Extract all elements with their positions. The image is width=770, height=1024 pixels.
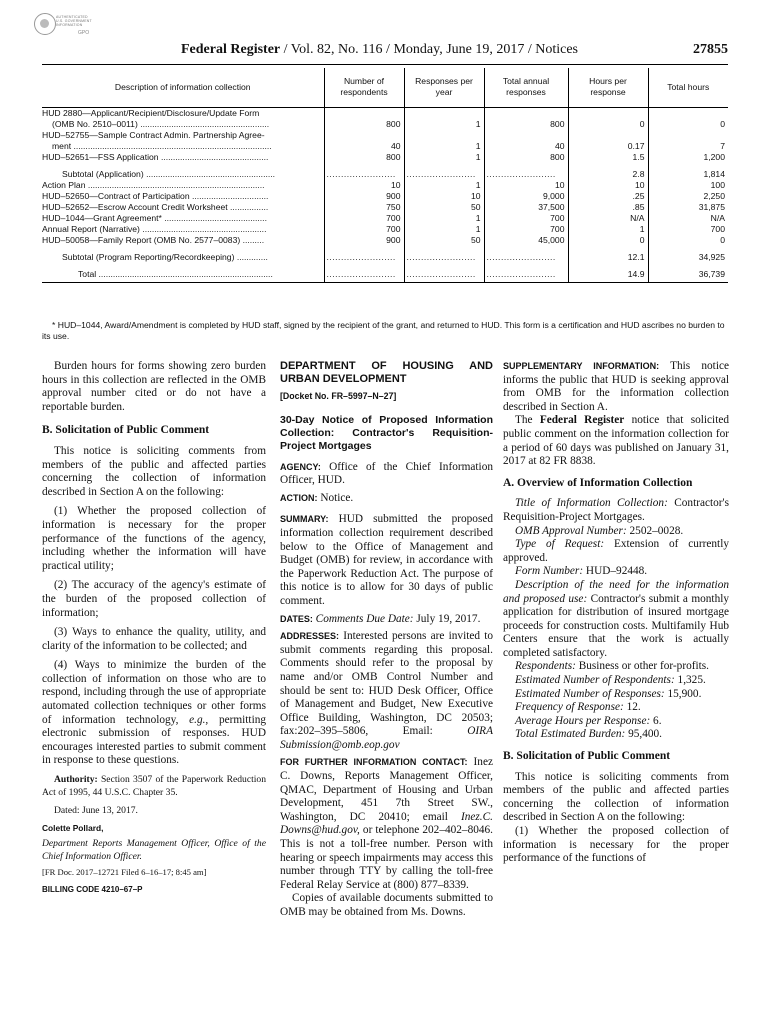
text-run: notice that solicited public comment on the information collection for a period of 60 days was published on January 31, 2017 at 82 FR 8838. (503, 414, 730, 468)
table-row (42, 213, 728, 224)
table-cell-value: 14.9 (568, 269, 648, 283)
paragraph: (2) The accuracy of the agency's estimate of the burden of the proposed collection of information; (42, 579, 266, 619)
supplementary-info (503, 360, 729, 414)
description-text: Annual Report (Narrative) .................................................... (42, 224, 267, 234)
summary-text: HUD submitted the proposed information collection requirement described below to the Office of Management and Budget (OMB) for review, in accordance with the Paperwork Reduction Act. The purpose of this notice is to allow for 30 days of public comment. (280, 513, 493, 607)
addresses-text: Interested persons are invited to submit comments regarding this proposal. Comments should refer to the proposal by name and/or OMB Control Number and should be sent to: HUD Desk Officer, Office of Management and Budget, New Executive Office Building, Washington, DC 20503; fax:202–395–5806, Email: (280, 630, 493, 738)
table-cell-description (42, 224, 324, 235)
fr-doc: [FR Doc. 2017–12721 Filed 6–16–17; 8:45 am] (42, 867, 207, 878)
text-run: (4) Ways to minimize the burden of the collection of information on those who are to respond, including through the use of appropriate automated collection techniques or other forms of information technology, (42, 659, 266, 726)
field-value: 15,900. (664, 687, 702, 700)
table-cell-value: 0.17 (568, 130, 648, 152)
field-value: Contractor's Requisition-Project Mortgages. (503, 497, 729, 523)
dated: Dated: June 13, 2017. (54, 805, 138, 817)
paragraph (503, 414, 729, 468)
table-cell-value: 800 (484, 152, 568, 163)
further-info-text: or telephone 202–402–8046. This is not a toll-free number. Person with hearing or speech impairments may access this number through TTY by calling the toll-free Federal Relay Service at (800) 877–8339. (280, 824, 493, 891)
table-cell-value: 1 (404, 213, 484, 224)
description-text: HUD–52650—Contract of Participation ................................ (42, 191, 269, 201)
table-cell-description (42, 169, 324, 180)
field-label: Frequency of Response: (515, 701, 624, 714)
field-value: 2502–0028. (626, 524, 684, 537)
action-label: ACTION: (280, 492, 318, 503)
column-header: Description of information collection (42, 68, 324, 108)
section-heading: A. Overview of Information Collection (503, 476, 693, 489)
addresses-label: ADDRESSES: (280, 631, 340, 642)
table-row (42, 252, 728, 263)
field-avg-hours (503, 715, 729, 729)
table-body (42, 108, 728, 283)
table-cell-value: N/A (568, 213, 648, 224)
table-cell-value: 1,814 (648, 169, 728, 180)
table-cell-value: 10 (404, 191, 484, 202)
paragraph: (1) Whether the proposed collection of information is necessary for the proper performance of the functions of the agency, including whether the information will have practical utility; (42, 505, 266, 572)
column-header: Hours per response (568, 68, 648, 108)
table-cell-value: ........................ (324, 269, 404, 283)
field-label: Total Estimated Burden: (515, 728, 626, 741)
table-cell-description (42, 202, 324, 213)
table-cell-value: 700 (648, 224, 728, 235)
table-cell-description (42, 180, 324, 191)
summary-label: SUMMARY: (280, 514, 329, 525)
table-cell-description (42, 213, 324, 224)
table-cell-value: 40 (324, 130, 404, 152)
logo-line-2: U.S. GOVERNMENT (56, 19, 92, 23)
description-text: HUD 2880—Applicant/Recipient/Disclosure/Update Form (42, 108, 260, 118)
table-cell-value: ........................ (404, 169, 484, 180)
field-total-burden (503, 728, 729, 742)
table-cell-value: 10 (484, 180, 568, 191)
addresses-email[interactable]: OIRA Submission@omb.eop.gov (280, 725, 493, 751)
summary (280, 513, 493, 608)
description-text: HUD–50058—Family Report (OMB No. 2577–0083) ......... (42, 235, 265, 245)
signer-title-text: Department Reports Management Officer, Office of the Chief Information Officer. (42, 838, 266, 862)
burden-table (42, 68, 728, 283)
table-cell-value: 800 (484, 108, 568, 131)
field-description (503, 579, 729, 661)
table-cell-value: 2,250 (648, 191, 728, 202)
supplementary-text: This notice informs the public that HUD is seeking approval from OMB for the information collection described in Section A. (503, 360, 729, 413)
table-cell-value: 1 (404, 130, 484, 152)
field-respondents (503, 660, 729, 674)
table-cell-value: 1 (404, 224, 484, 235)
description-continuation: ment ................................................................................... (52, 141, 272, 151)
publication-name: Federal Register (181, 42, 281, 57)
paragraph (42, 659, 266, 768)
table-cell-value: N/A (648, 213, 728, 224)
paragraph: (1) Whether the proposed collection of information is necessary for the proper performance of the functions of (503, 825, 729, 865)
logo-gpo: GPO (78, 30, 90, 36)
field-value: 12. (623, 701, 641, 714)
field-label: Respondents: (515, 660, 576, 673)
dates-label: DATES: (280, 613, 313, 624)
table-row (42, 191, 728, 202)
table-cell-value: 700 (484, 213, 568, 224)
table-cell-value: 40 (484, 130, 568, 152)
table-cell-value: 100 (648, 180, 728, 191)
page-header (181, 42, 728, 64)
logo-line-3: INFORMATION (56, 23, 83, 27)
table-cell-value: 900 (324, 235, 404, 246)
supplementary-label: SUPPLEMENTARY INFORMATION: (503, 361, 660, 371)
notice-title: 30-Day Notice of Proposed Information Collection: Contractor's Requisition-Project Mortgages (280, 413, 493, 452)
column-header: Total hours (648, 68, 728, 108)
table-cell-value: 1.5 (568, 152, 648, 163)
issue-info: / Vol. 82, No. 116 / Monday, June 19, 2017 / Notices (280, 42, 579, 57)
table-cell-value: 1,200 (648, 152, 728, 163)
docket-number: [Docket No. FR–5997–N–27] (280, 391, 397, 401)
field-label: Form Number: (515, 565, 584, 578)
dates (280, 613, 493, 627)
table-cell-value: 10 (324, 180, 404, 191)
table-cell-value: 800 (324, 108, 404, 131)
field-label: Title of Information Collection: (515, 497, 668, 510)
table-row (42, 269, 728, 283)
table-cell-value: 0 (648, 108, 728, 131)
table-cell-value: 1 (404, 152, 484, 163)
table-cell-value: ........................ (324, 252, 404, 263)
further-info (280, 756, 493, 892)
table-cell-value: 9,000 (484, 191, 568, 202)
table-cell-description (42, 130, 324, 152)
table-cell-value: 700 (484, 224, 568, 235)
field-label: Description of the need for the information and proposed use: (503, 578, 729, 605)
field-value: 6. (650, 714, 662, 727)
further-info-label: FOR FURTHER INFORMATION CONTACT: (280, 757, 468, 768)
authority (42, 774, 266, 799)
field-frequency (503, 701, 729, 715)
table-cell-value: 0 (568, 235, 648, 246)
column-header: Responses per year (404, 68, 484, 108)
table-cell-value: 1 (568, 224, 648, 235)
table-cell-value: .85 (568, 202, 648, 213)
table-cell-value: 31,875 (648, 202, 728, 213)
column-header: Number of respondents (324, 68, 404, 108)
table-row (42, 180, 728, 191)
field-value: Business or other for-profits. (575, 660, 709, 673)
section-heading: B. Solicitation of Public Comment (503, 750, 671, 763)
paragraph: This notice is soliciting comments from members of the public and affected parties concerning the collection of information described in Section A on the following: (503, 770, 729, 824)
agency-label: AGENCY: (280, 461, 321, 472)
paragraph: (3) Ways to enhance the quality, utility, and clarity of the information to be collected; and (42, 626, 266, 652)
table-cell-value: 12.1 (568, 252, 648, 263)
table-cell-value: 37,500 (484, 202, 568, 213)
description-text: Subtotal (Application) ...................................................... (62, 169, 276, 179)
paragraph: This notice is soliciting comments from members of the public and affected parties concerning the collection of information described in Section A on the following: (42, 444, 266, 498)
paragraph: Copies of available documents submitted to OMB may be obtained from Ms. Downs. (280, 892, 493, 918)
information-collection-table (42, 68, 728, 283)
table-cell-value: 34,925 (648, 252, 728, 263)
table-cell-value: 2.8 (568, 169, 648, 180)
table-cell-value: 1 (404, 108, 484, 131)
table-cell-description (42, 269, 324, 283)
action-text: Notice. (317, 491, 354, 504)
field-label: Average Hours per Response: (515, 714, 651, 727)
table-cell-value: ........................ (484, 269, 568, 283)
authority-label: Authority: (54, 774, 98, 786)
further-info-text: Inez C. Downs, Reports Management Officer, QMAC, Department of Housing and Urban Development, 451 7th Street SW., Washington, DC 20410; email (280, 756, 493, 823)
table-cell-value: 50 (404, 235, 484, 246)
description-text: HUD–52755—Sample Contract Admin. Partnership Agree- (42, 130, 265, 140)
table-cell-value: 800 (324, 152, 404, 163)
text-run: The (515, 414, 540, 427)
description-text: Total ......................................................................... (78, 269, 273, 279)
signer-name: Colette Pollard, (42, 822, 104, 833)
column-header: Total annual responses (484, 68, 568, 108)
field-value: Contractor's submit a monthly application for distribution of insured mortgage proceeds for construction costs. Multifamily Hub Centers ensure that the work is actually completed satisfactory. (503, 592, 730, 659)
table-cell-value: ........................ (324, 169, 404, 180)
field-type (503, 538, 729, 565)
contact-email[interactable]: Inez.C. Downs@hud.gov, (280, 810, 493, 837)
column-right (503, 360, 729, 866)
gpo-seal-icon (34, 13, 56, 35)
table-row (42, 152, 728, 163)
description-text: HUD–52651—FSS Application ............................................. (42, 152, 269, 162)
paragraph: Burden hours for forms showing zero burden hours in this collection are reflected in the OMB approval number cited or do not have a reportable burden. (42, 360, 266, 413)
table-cell-value: 0 (648, 235, 728, 246)
field-est-responses (503, 688, 729, 702)
table-cell-value: ........................ (404, 252, 484, 263)
table-cell-value: .25 (568, 191, 648, 202)
dates-italic: Comments Due Date: (312, 612, 414, 625)
table-cell-value: 700 (324, 224, 404, 235)
agency (280, 461, 493, 488)
table-cell-value: ........................ (404, 269, 484, 283)
gpo-authentication-logo (34, 13, 96, 39)
field-value: Extension of currently approved. (503, 538, 729, 564)
text-run: e.g., (189, 713, 209, 726)
table-header-row (42, 68, 728, 108)
table-cell-value: 900 (324, 191, 404, 202)
description-text: HUD–52652—Escrow Account Credit Worksheet ................ (42, 202, 269, 212)
field-value: 95,400. (625, 728, 662, 741)
table-row (42, 169, 728, 180)
table-row (42, 202, 728, 213)
table-cell-description (42, 108, 324, 131)
table-cell-value: 0 (568, 108, 648, 131)
column-middle (280, 360, 493, 920)
text-run: permitting electronic submission of responses. HUD encourages interested parties to submit comment in response to these questions. (42, 713, 267, 767)
field-label: Estimated Number of Responses: (515, 687, 665, 700)
header-rule (42, 64, 728, 65)
field-value: HUD–92448. (583, 565, 648, 578)
table-cell-value: 1 (404, 180, 484, 191)
table-cell-value: 7 (648, 130, 728, 152)
field-form (503, 565, 729, 579)
field-label: Estimated Number of Respondents: (515, 674, 675, 687)
table-cell-description (42, 152, 324, 163)
table-cell-value: ........................ (484, 252, 568, 263)
authority-text: Section 3507 of the Paperwork Reduction Act of 1995, 44 U.S.C. Chapter 35. (42, 774, 266, 798)
description-text: HUD–1044—Grant Agreement* ........................................... (42, 213, 267, 223)
table-row (42, 130, 728, 152)
table-cell-value: 10 (568, 180, 648, 191)
table-row (42, 224, 728, 235)
logo-line-1: AUTHENTICATED (56, 15, 88, 19)
column-left (42, 360, 266, 896)
department-heading: DEPARTMENT OF HOUSING AND URBAN DEVELOPMENT (280, 360, 493, 385)
table-row (42, 235, 728, 246)
addresses (280, 630, 493, 752)
table-cell-value: 700 (324, 213, 404, 224)
table-cell-value: 45,000 (484, 235, 568, 246)
field-value: 1,325. (674, 674, 706, 687)
table-footnote: * HUD–1044, Award/Amendment is completed by HUD staff, signed by the recipient of the grant, and returned to HUD. This form is a certification and HUD ascribes no burden to its use. (42, 320, 725, 341)
description-text: Action Plan .......................................................................... (42, 180, 265, 190)
description-text: Subtotal (Program Reporting/Recordkeeping) ............. (62, 252, 268, 262)
table-cell-value: 750 (324, 202, 404, 213)
action (280, 492, 493, 506)
table-cell-value: 36,739 (648, 269, 728, 283)
field-omb (503, 525, 729, 539)
table-row (42, 108, 728, 131)
billing-code: BILLING CODE 4210–67–P (42, 884, 143, 894)
field-est-respondents (503, 674, 729, 688)
table-cell-description (42, 235, 324, 246)
field-label: OMB Approval Number: (515, 524, 627, 537)
agency-text: Office of the Chief Information Officer, HUD. (280, 460, 493, 487)
header-title (181, 42, 578, 58)
table-cell-value: 50 (404, 202, 484, 213)
description-continuation: (OMB No. 2510–0011) ...................................................... (52, 119, 270, 129)
field-label: Type of Request: (515, 538, 605, 551)
table-cell-description (42, 191, 324, 202)
signer-title (42, 838, 266, 863)
page-number: 27855 (693, 42, 728, 57)
text-run: Federal Register (539, 414, 625, 427)
section-heading: B. Solicitation of Public Comment (42, 424, 210, 437)
field-title (503, 497, 729, 524)
table-cell-description (42, 252, 324, 263)
table-cell-value: ........................ (484, 169, 568, 180)
dates-text: July 19, 2017. (413, 612, 481, 625)
